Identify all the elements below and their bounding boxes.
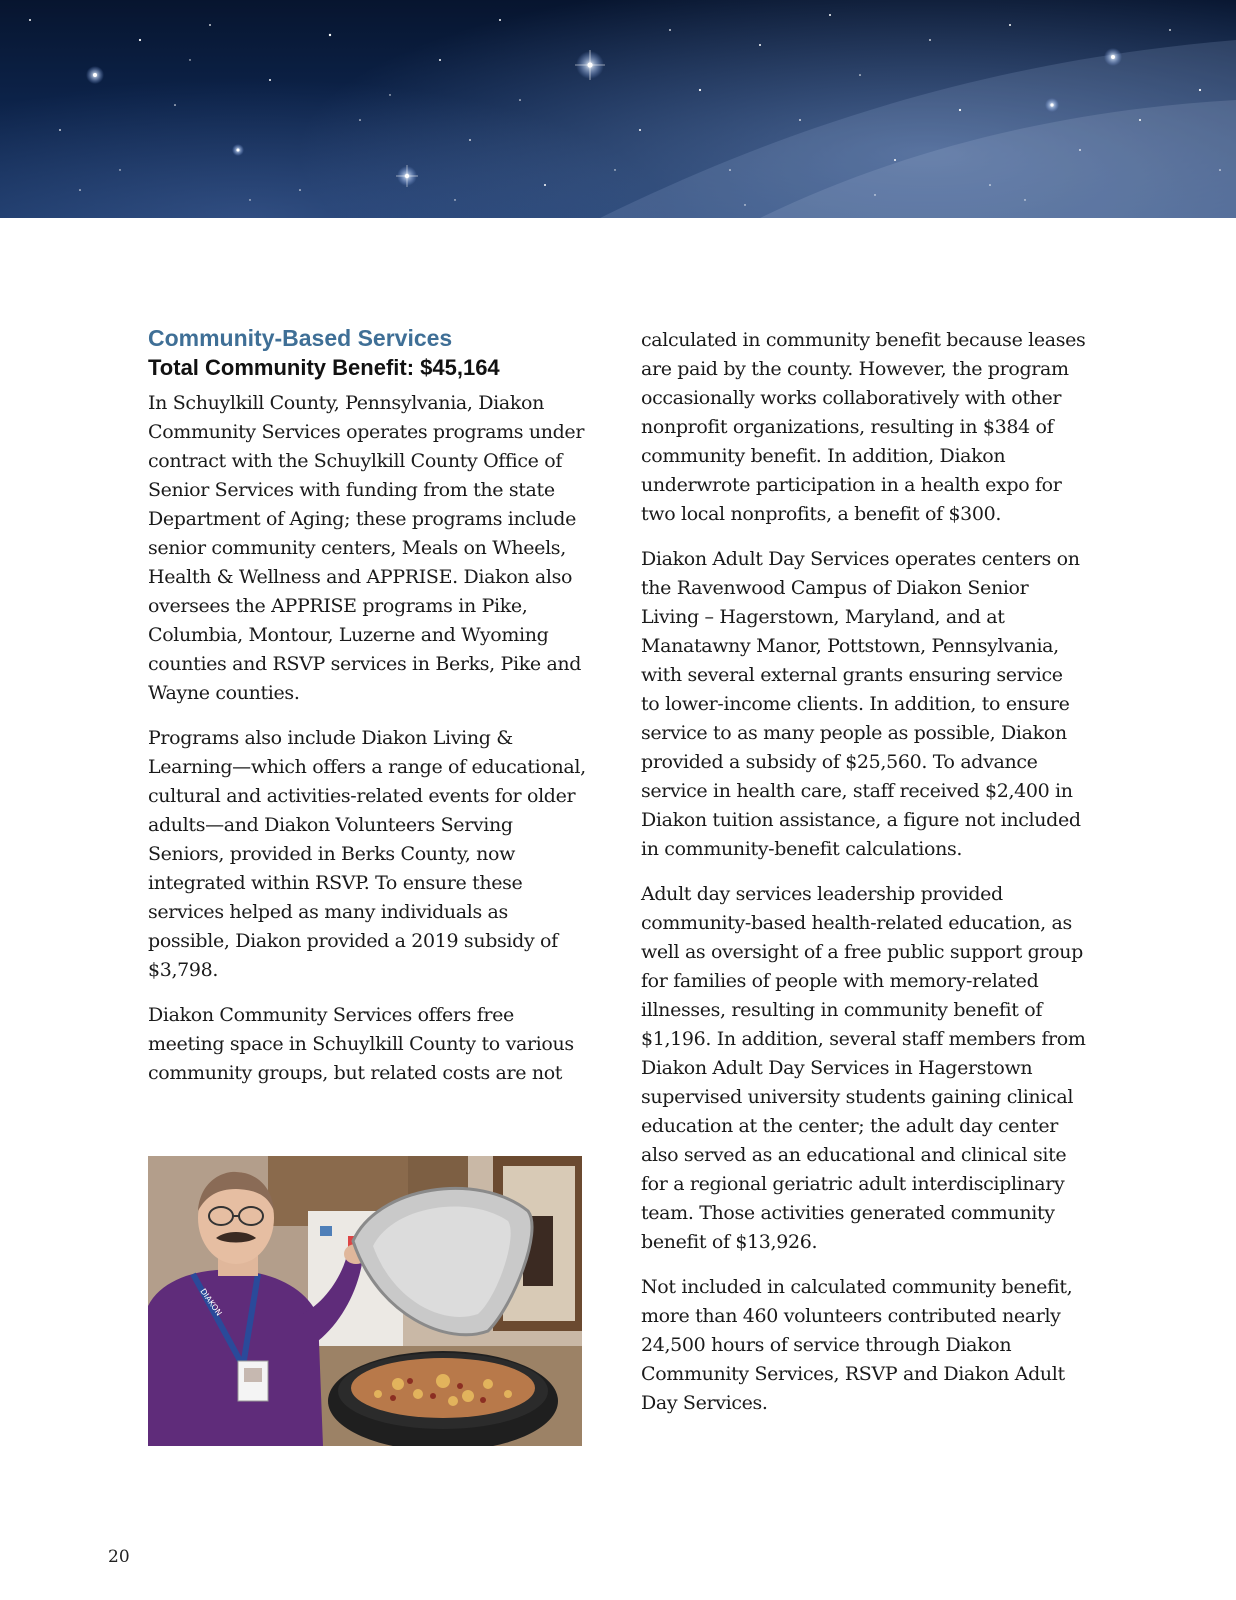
photo-illustration xyxy=(148,1156,582,1446)
right-column xyxy=(641,326,1086,1434)
left-column xyxy=(148,323,588,1104)
lanyard-text: DIAKON xyxy=(198,1286,224,1318)
paragraph: Programs also include Diakon Living & Learning—which offers a range of educational, cultural and activities-related events for older adults—and Diakon Volunteers Serving Seniors, provided in Berks County, now integrated within RSVP. To ensure these services helped as many individuals as possible, Diakon provided a 2019 subsidy of $3,798. xyxy=(148,727,586,981)
starfield-banner xyxy=(0,0,1236,218)
starfield-graphic xyxy=(0,0,1236,218)
paragraph: Diakon Community Services offers free meeting space in Schuylkill County to various community groups, but related costs are not xyxy=(148,1004,574,1084)
photo-staff-member-with-food xyxy=(148,1156,582,1446)
section-title: Community-Based Services xyxy=(148,325,453,351)
page-number: 20 xyxy=(108,1547,130,1567)
paragraph: Not included in calculated community benefit, more than 460 volunteers contributed nearly 24,500 hours of service through Diakon Community Services, RSVP and Diakon Adult Day Services. xyxy=(641,1276,1073,1414)
paragraph: calculated in community benefit because leases are paid by the county. However, the program occasionally works collaboratively with other nonprofit organizations, resulting in $384 of community benefit. In addition, Diakon underwrote participation in a health expo for two local nonprofits, a benefit of $300. xyxy=(641,329,1086,525)
section-subtitle: Total Community Benefit: $45,164 xyxy=(148,355,500,380)
paragraph: In Schuylkill County, Pennsylvania, Diakon Community Services operates programs under contract with the Schuylkill County Office of Senior Services with funding from the state Department of Aging; these programs include senior community centers, Meals on Wheels, Health & Wellness and APPRISE. Diakon also oversees the APPRISE programs in Pike, Columbia, Montour, Luzerne and Wyoming counties and RSVP services in Berks, Pike and Wayne counties. xyxy=(148,392,585,704)
paragraph: Adult day services leadership provided community-based health-related education, as well as oversight of a free public support group for families of people with memory-related illnesses, resulting in community benefit of $1,196. In addition, several staff members from Diakon Adult Day Services in Hagerstown supervised university students gaining clinical education at the center; the adult day center also served as an educational and clinical site for a regional geriatric adult interdisciplinary team. Those activities generated community benefit of $13,926. xyxy=(641,883,1086,1253)
paragraph: Diakon Adult Day Services operates centers on the Ravenwood Campus of Diakon Senior Living – Hagerstown, Maryland, and at Manatawny Manor, Pottstown, Pennsylvania, with several external grants ensuring service to lower-income clients. In addition, to ensure service to as many people as possible, Diakon provided a subsidy of $25,560. To advance service in health care, staff received $2,400 in Diakon tuition assistance, a figure not included in community-benefit calculations. xyxy=(641,548,1081,860)
